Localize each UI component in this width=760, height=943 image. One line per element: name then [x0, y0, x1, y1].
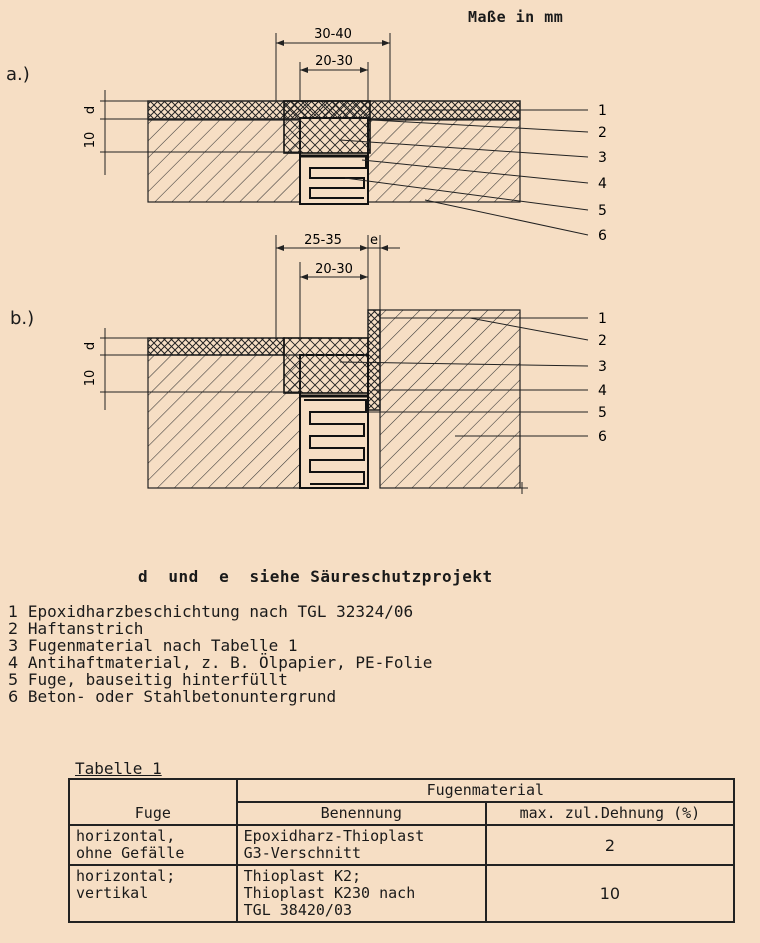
- cell-fuge: horizontal, ohne Gefälle: [69, 825, 237, 865]
- table-row: [69, 825, 734, 865]
- dim-10-a: 10: [83, 131, 98, 149]
- concrete-base-left: [148, 355, 300, 488]
- section-b-label: b.): [10, 308, 35, 329]
- legend-item: 6 Beton- oder Stahlbetonuntergrund: [8, 687, 337, 706]
- legend-item: 5 Fuge, bauseitig hinterfüllt: [8, 670, 288, 689]
- cell-benennung: Thioplast K2; Thioplast K230 nach TGL 38420/03: [237, 865, 486, 922]
- callout-a-3: 3: [598, 150, 607, 166]
- dim-10-b: 10: [83, 369, 98, 387]
- callout-a-4: 4: [598, 176, 607, 192]
- header-group: Fugenmaterial: [237, 779, 734, 802]
- callout-b-6: 6: [598, 429, 607, 445]
- units-note: Maße in mm: [468, 8, 564, 26]
- callout-b-5: 5: [598, 405, 607, 421]
- callout-b-4: 4: [598, 383, 607, 399]
- callout-a-1: 1: [598, 103, 607, 119]
- cell-dehnung: 10: [486, 865, 734, 922]
- section-a-drawing: [83, 27, 607, 244]
- callout-b-2: 2: [598, 333, 607, 349]
- dim-inner-b: 20-30: [315, 262, 353, 277]
- material-table: [68, 778, 735, 923]
- legend-item: 4 Antihaftmaterial, z. B. Ölpapier, PE-Folie: [8, 653, 433, 672]
- section-b-drawing: [83, 233, 607, 494]
- section-a-label: a.): [6, 64, 30, 85]
- dim-outer-b: 25-35: [304, 233, 342, 248]
- callout-a-5: 5: [598, 203, 607, 219]
- legend-item: 1 Epoxidharzbeschichtung nach TGL 32324/06: [8, 602, 414, 621]
- cell-benennung: Epoxidharz-Thioplast G3-Verschnitt: [237, 825, 486, 865]
- legend-list: [8, 603, 432, 705]
- callout-b-1: 1: [598, 311, 607, 327]
- epoxy-coating-b: [148, 338, 284, 355]
- dim-d-a: d: [83, 105, 98, 115]
- callout-a-2: 2: [598, 125, 607, 141]
- cell-dehnung: 2: [486, 825, 734, 865]
- callout-b-3: 3: [598, 359, 607, 375]
- dim-d-b: d: [83, 341, 98, 351]
- dim-outer-a: 30-40: [314, 27, 352, 42]
- cell-fuge: horizontal; vertikal: [69, 865, 237, 922]
- note-text: d und e siehe Säureschutzprojekt: [138, 567, 493, 586]
- joint-material: [284, 101, 370, 153]
- legend-item: 2 Haftanstrich: [8, 619, 144, 638]
- dim-inner-a: 20-30: [315, 54, 353, 69]
- callout-a-6: 6: [598, 228, 607, 244]
- header-benennung: Benennung: [237, 802, 486, 825]
- concrete-wall-right: [380, 310, 520, 488]
- table-row: [69, 865, 734, 922]
- legend-item: 3 Fugenmaterial nach Tabelle 1: [8, 636, 298, 655]
- table-caption: Tabelle 1: [75, 759, 162, 778]
- header-fuge: Fuge: [69, 779, 237, 825]
- header-dehnung: max. zul.Dehnung (%): [486, 802, 734, 825]
- joint-material-b: [284, 338, 368, 393]
- dim-e-b: e: [370, 233, 378, 248]
